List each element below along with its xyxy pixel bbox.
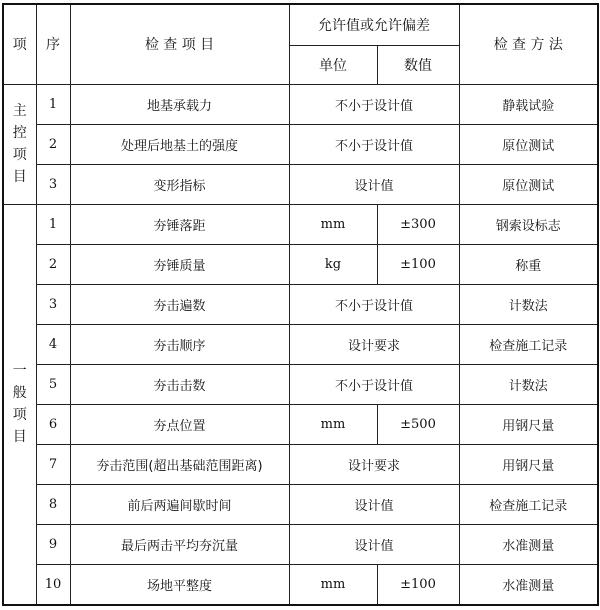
seq-cell: 8 xyxy=(36,484,70,524)
item-cell: 处理后地基土的强度 xyxy=(70,124,289,164)
group-label-char: 般 xyxy=(12,385,27,402)
group-label-char: 项 xyxy=(12,147,27,163)
allowance-cell: 设计要求 xyxy=(289,324,459,364)
unit-cell: mm xyxy=(289,204,377,244)
seq-cell: 3 xyxy=(36,284,70,324)
item-cell: 夯击击数 xyxy=(70,364,289,404)
item-cell: 最后两击平均夯沉量 xyxy=(70,524,289,564)
item-cell: 夯击顺序 xyxy=(70,324,289,364)
table-row xyxy=(3,244,598,284)
header-unit: 单位 xyxy=(289,45,377,84)
method-cell: 用钢尺量 xyxy=(459,444,598,484)
method-cell: 水准测量 xyxy=(459,564,598,605)
unit-cell: mm xyxy=(289,564,377,605)
seq-cell: 1 xyxy=(36,204,70,244)
table-row xyxy=(3,324,598,364)
table-row xyxy=(3,404,598,444)
method-cell: 原位测试 xyxy=(459,164,598,204)
header-value: 数值 xyxy=(377,45,459,84)
seq-cell: 5 xyxy=(36,364,70,404)
seq-cell: 3 xyxy=(36,164,70,204)
item-cell: 夯击遍数 xyxy=(70,284,289,324)
method-cell: 静载试验 xyxy=(459,84,598,124)
method-cell: 计数法 xyxy=(459,364,598,404)
seq-cell: 1 xyxy=(36,84,70,124)
item-cell: 变形指标 xyxy=(70,164,289,204)
header-method: 检 查 方 法 xyxy=(459,4,598,84)
group-label-char: 主 xyxy=(12,103,27,119)
group-label-char: 一 xyxy=(12,363,27,380)
allowance-cell: 不小于设计值 xyxy=(289,284,459,324)
table-row xyxy=(3,524,598,564)
method-cell: 检查施工记录 xyxy=(459,484,598,524)
allowance-cell: 不小于设计值 xyxy=(289,84,459,124)
group-label-char: 目 xyxy=(12,169,27,185)
seq-cell: 6 xyxy=(36,404,70,444)
method-cell: 检查施工记录 xyxy=(459,324,598,364)
value-cell: ±500 xyxy=(377,404,459,444)
table-row xyxy=(3,124,598,164)
allowance-cell: 设计值 xyxy=(289,524,459,564)
header-item: 检 查 项 目 xyxy=(70,4,289,84)
table-row xyxy=(3,564,598,605)
allowance-cell: 设计值 xyxy=(289,164,459,204)
value-cell: ±100 xyxy=(377,244,459,284)
header-allowance: 允许值或允许偏差 xyxy=(289,4,459,45)
table-row xyxy=(3,284,598,324)
method-cell: 计数法 xyxy=(459,284,598,324)
item-cell: 夯锤落距 xyxy=(70,204,289,244)
table-row xyxy=(3,204,598,244)
allowance-cell: 不小于设计值 xyxy=(289,364,459,404)
method-cell: 水准测量 xyxy=(459,524,598,564)
header-category: 项 xyxy=(3,4,36,84)
unit-cell: kg xyxy=(289,244,377,284)
allowance-cell: 设计值 xyxy=(289,484,459,524)
item-cell: 夯点位置 xyxy=(70,404,289,444)
method-cell: 钢索设标志 xyxy=(459,204,598,244)
table-row xyxy=(3,84,598,124)
group-label-char: 控 xyxy=(12,125,27,141)
table-row xyxy=(3,364,598,404)
seq-cell: 2 xyxy=(36,124,70,164)
unit-cell: mm xyxy=(289,404,377,444)
item-cell: 夯锤质量 xyxy=(70,244,289,284)
seq-cell: 2 xyxy=(36,244,70,284)
seq-cell: 10 xyxy=(36,564,70,605)
allowance-cell: 设计要求 xyxy=(289,444,459,484)
header-seq: 序 xyxy=(36,4,70,84)
group-label xyxy=(3,204,36,605)
item-cell: 前后两遍间歇时间 xyxy=(70,484,289,524)
table-row xyxy=(3,444,598,484)
inspection-table xyxy=(2,3,599,606)
item-cell: 夯击范围(超出基础范围距离) xyxy=(70,444,289,484)
table-row xyxy=(3,164,598,204)
header-row-1 xyxy=(3,4,598,45)
group-label-char: 目 xyxy=(12,429,27,446)
item-cell: 地基承载力 xyxy=(70,84,289,124)
item-cell: 场地平整度 xyxy=(70,564,289,605)
method-cell: 原位测试 xyxy=(459,124,598,164)
value-cell: ±100 xyxy=(377,564,459,605)
group-label xyxy=(3,84,36,204)
allowance-cell: 不小于设计值 xyxy=(289,124,459,164)
value-cell: ±300 xyxy=(377,204,459,244)
inspection-table-container xyxy=(2,3,599,606)
table-row xyxy=(3,484,598,524)
seq-cell: 9 xyxy=(36,524,70,564)
seq-cell: 4 xyxy=(36,324,70,364)
seq-cell: 7 xyxy=(36,444,70,484)
group-label-char: 项 xyxy=(12,407,27,424)
method-cell: 称重 xyxy=(459,244,598,284)
method-cell: 用钢尺量 xyxy=(459,404,598,444)
